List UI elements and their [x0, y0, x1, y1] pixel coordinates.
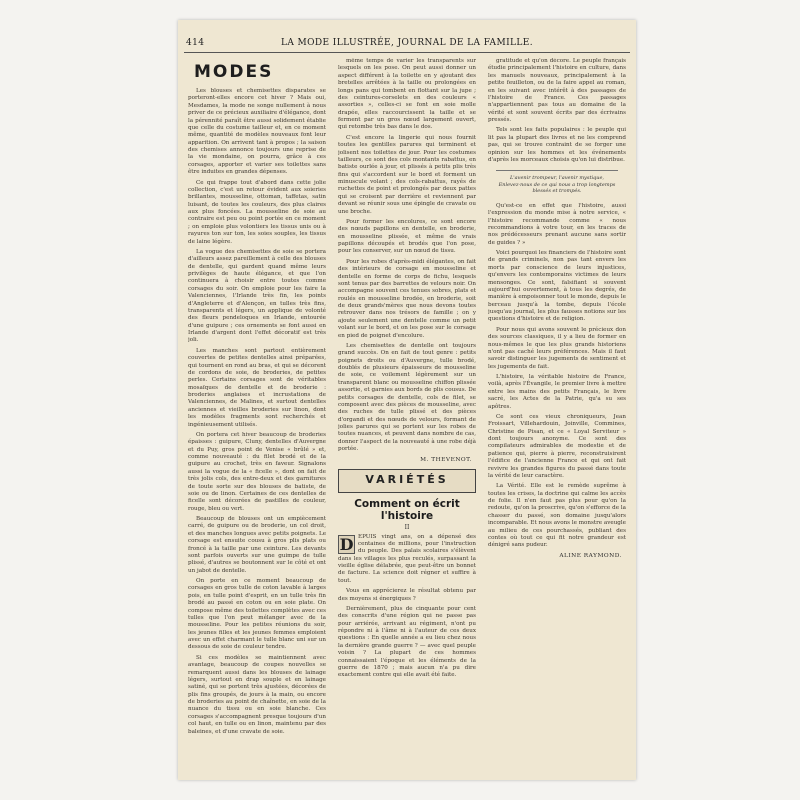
varietes-banner [338, 469, 476, 493]
paragraph: Pour les robes d'après-midi élégantes, on fait des intérieurs de corsage en mousseline et dentelle en forme de corps de fichu, lesquels sont tenus par des barrettes de velours noir. On accompagne souvent ces tenues sobres, plats et roulés en mousseline brodée, en broderie, soit de deux grands'mères que nous devons toutes retrouver dans nos trésors de famille ; on y ajoute seulement une dentelle comme un petit volant sur le bord, et on les pose sur le corsage en pied de poignet d'encolure. [338, 258, 476, 339]
quote-line: blessés et trompés. [532, 188, 582, 195]
paragraph: Ce qui frappe tout d'abord dans cette jolie collection, c'est un retour évident aux soieries brillantes, mousseline, ottoman, taffetas, satin luisant, de toutes les couleurs, des plus claires aux plus foncées. La mousseline de soie au contraire est peu ou point portée en ce moment ; on emploie plus volontiers les tissus unis ou à rayures ton sur ton, les soies souples, les tissus de laine légère. [188, 179, 326, 245]
article-title: Comment on écrit l'histoire [354, 497, 460, 522]
paragraph: Voici pourquoi les financiers de l'histoire sont de grands criminels, non pas tant envers les morts par conscience de leurs injustices, qu'envers les contemporains victimes de leurs mensonges. Ce sont, falsifiant si souvent aujourd'hui ouvertement, à tous les degrés, de manière à empoisonner tout le monde, depuis le berceau jusqu'à la tombe, depuis l'école jusqu'au journal, les plus fausses notions sur les questions d'histoire et de religion. [488, 250, 626, 323]
paragraph: Ce sont ces vieux chroniqueurs, Jean Froissart, Villehardouin, Joinville, Commines, Christine de Pisan, et ce « Loyal Serviteur » dont toujours anonyme. Ce sont des compilateurs admirables de modestie et de patience qui, pierre à pierre, reconstruisirent l'édifice de l'ancienne France et qui ont fait revivre les grandes figures du passé dans toute la vérité de leur caractère. [488, 413, 626, 479]
paragraph: Les chemisettes de dentelle ont toujours grand succès. On en fait de tout genre : petits poignets droits ou d'Auvergne, tulle brodé, doublés de plusieurs épaisseurs de mousseline de soie, ce voilement légèrement sur un transparent blanc ou mousseline chiffon plissée assortie, et garnies aux bords de plis cousus. De petits corsages de dentelle, cols de filet, se composent avec des pièces de mousseline, avec des ruches de tulle plissé et des pièces d'organdi et des nœuds de velours, formant de jolies parures qui se portent sur les robes de toutes nuances, et peuvent dans nombre de cas, donner l'aspect de la nouveauté à une robe déjà portée. [338, 342, 476, 453]
column-2 [338, 58, 476, 778]
article-continued [488, 58, 626, 164]
modes-signature: M. THEVENOT. [420, 456, 472, 463]
paragraph: Les blouses et chemisettes disparates se porteront-elles encore cet hiver ? Mais oui, Mesdames, la mode ne songe nullement à nous priver de ce précieux auxiliaire d'élégance, dont la pérennité paraît être aussi solidement établie que celle du costume tailleur et, en ce moment même, quantité de modèles nouveaux font leur apparition. On arrivent tant à propos ; la saison des chemises annonce toujours une reprise de la vie mondaine, on pourra, grâce à ces corsages, apporter et varier ses toilettes sans être induites en grandes dépenses. [188, 88, 326, 176]
article-continued-2 [488, 203, 626, 550]
article-body [338, 534, 476, 680]
page-number: 414 [186, 38, 205, 48]
column-1 [188, 58, 326, 778]
quote-line: L'avenir trompeur, l'avenir mystique, [509, 175, 605, 182]
inset-quote [496, 170, 618, 195]
article-signature: ALINE RAYMOND. [559, 552, 622, 559]
varietes-banner-text: VARIÉTÉS [365, 472, 449, 486]
page-header [184, 38, 630, 52]
modes-article-continued [338, 58, 476, 454]
paragraph: Qu'est-ce en effet que l'histoire, aussi l'expression du monde mise à notre service, « l'histoire recommande comme « nous recommandions à votre tour, en les traces de nos prédécesseurs prenant aucune sans sortir de guides ? » [488, 202, 626, 246]
paragraph: gratitude et qu'on décore. Le peuple français étudie principalement l'histoire en culture, dans les manuels nouveaux, principalement à la petite feuilleton, ou de la faire appel au roman, en les suivant avec intérêt à des passages de l'histoire de France. Ces passages n'appartiennent pas tous au domaine de la vérité et sont souvent écrits par des écrivains pressés. [488, 58, 626, 123]
modes-article-body [188, 88, 326, 736]
paragraph: C'est encore la lingerie qui nous fournit toutes les gentilles parures qui terminent et jolisent nos toilettes de jour. Pour les costumes tailleurs, ce sont des cols montants rabattus, en batiste ourlée à jour, et plissés à petits plis très fins qui s'accordent sur le bord et forment un minuscule volant ; des cols-rabattus, rayés de ruchettes de point et prolongés par deux pattes qui se croisent par derrière et reviennent par devant se réunir sous une épingle de cravate ou une broche. [338, 134, 476, 215]
article-part-number: II [404, 523, 410, 531]
article-paragraphs [338, 534, 476, 680]
paragraph: Pour nous qui avons souvent le précieux don des sources classiques, il y a lieu de former en nous-mêmes le que les plus grands historiens n'ont pas caché leurs préférences. Mais il faut savoir distinguer les jugements de sentiment et les jugements de fait. [488, 326, 626, 370]
paragraph: Si ces modèles se maintiennent avec avantage, beaucoup de coupes nouvelles se remarquent aussi dans les blouses de lainage légers, surtout en drap souple et en lainage satiné, qui se portent très ajustées, décorées de plis fins groupés, de jours à la main, ou encore de broderies au point de chaînette, en soie de la nuance du tissu ou en soie blanche. Ces corsages s'accompagnent presque toujours d'un col haut, en tulle ou en linon, maintenu par des baleines, et d'une cravate de soie. [188, 654, 326, 735]
paragraph: L'histoire, la véritable histoire de France, voilà, après l'Évangile, le premier livre à mettre entre les mains des petits Français, le livre sacré, les Actes de la Patrie, qu'a su ses apôtres. [488, 374, 626, 410]
magazine-page [178, 20, 636, 780]
column-3 [488, 58, 626, 778]
running-title: LA MODE ILLUSTRÉE, JOURNAL DE LA FAMILLE. [280, 38, 534, 48]
paragraph: Tels sont les faits populaires : le peuple qui lit pas la plupart des livres et ne les comprend pas, qui se trouve contraint de se forger une opinion sur les hommes et les événements d'après les morceaux choisis qu'on lui distribue. [488, 127, 626, 163]
paragraph: La Vérité. Elle est le remède suprême à toutes les crises, la doctrine qui calme les accès de folie. Il n'en faut pas plus pour qu'on la redoute, qu'on la proscrive, qu'on s'efforce de la chasser du passé, son domaine jusqu'alors incomparable. Et nous avons le monstre aveugle au milieu de ces pourchassés, publiant des contes où tout ce qui fit notre grandeur est dénigré sans pudeur. [488, 483, 626, 549]
quote-line: Enlevez-nous de ce qui nous a trop longtemps [498, 181, 616, 188]
paragraph: On porte en ce moment beaucoup de corsages en gros tulle de coton lavable à larges pois, en tulle point d'esprit, en un tulle très fin brodé au passé en coton ou en soie plate. On compose même des toilettes complètes avec ces tulles que l'on peut mélanger avec de la mousseline. Pour les petites réunions du soir, les jeunes filles et les jeunes femmes emploient avec un effet charmant le tulle blanc uni sur un dessous de soie de couleur tendre. [188, 578, 326, 651]
paragraph: EPUIS vingt ans, on a dépensé des centaines de millions, pour l'instruction du peuple. Des palais scolaires s'élèvent dans les villages les plus reculés, surpassant la vieille église délabrée, que peut-être un bonnet de facture. La science doit régner et suffire à tout. [338, 533, 476, 584]
paragraph: Dernièrement, plus de cinquante pour cent des conscrits d'une région qui ne passe pas pour arriérée, arrivant au régiment, n'ont pu répondre ni à l'âme ni à l'auteur de ces deux questions : En quelle année a eu lieu chez nous la dernière grande guerre ? — avec quel peuple voisin ? La plupart de ces hommes connaissaient l'époque et les éléments de la guerre de 1870 ; mais aucun n'a pu dire exactement contre qui elle avait été faite. [338, 605, 476, 679]
paragraph: Pour former les encolures, ce sont encore des nœuds papillons en dentelle, en broderie, en mousseline plissée, et même de vrais papillons découpés et brodés que l'on pose, pour les conserver, sur un nœud de tissu. [338, 218, 476, 255]
paragraph: La vogue des chemisettes de soie se portera d'ailleurs assez pareillement à celle des blouses de dentelle, qui gardent quand même leurs privilèges de haute élégance, et que l'on continuera à choisir entre toutes comme corsages du soir. On emploie pour les faire la Valenciennes, l'Irlande très fin, les points d'Angleterre et d'Alençon, en tulles très fins, transparents et légers, un applique de volonté des fleurs pendeloques en Irlande, entourée d'une guipure ; ces ornements se font aussi en Irlande d'argent dont l'effet décoratif est très joli. [188, 248, 326, 344]
section-title-modes: MODES [194, 62, 274, 82]
paragraph: On portera cet hiver beaucoup de broderies épaisses : guipure, Cluny, dentelles d'Auvergne et du Puy, gros point de Venise « brûlé » et, comme nouveauté : du filet brodé et de la guipure au crochet, très en faveur. Signalons aussi la vogue de la « ficelle », dont on fait de très jolis cols, des entre-deux et des garnitures de toute sorte sur des blouses de batiste, de soie ou de linon. Certaines de ces dentelles de ficelle sont décorées de pastilles de couleur, rouge, bleu ou vert. [188, 431, 326, 512]
paragraph: même temps de varier les transparents sur lesquels on les pose. On peut aussi donner un aspect différent à la toilette en y ajoutant des bretelles arrêtées à la taille ou prolongées en longs pans qui tombent en flottant sur la jupe ; des ceintures-corselets en des couleurs « assorties », celles-ci se font en soie molle drapée, elles raccourcissent la taille et se ferment par un gros nœud largement ouvert, qui retombe très bas dans le dos. [338, 58, 476, 131]
paragraph: Les manches sont partout entièrement couvertes de petites dentelles ainsi préparées, qui tournent en rond au bras, et qui se décorent de cordons de soie, de broderies, de petites perles. Certains corsages sont de véritables mosaïques de dentelle et de broderie : broderies anglaises et incrustations de Valenciennes, de Malines, et surtout dentelles anciennes et vieilles broderies sur linon, dont les modèles fragments sont recherchés et ingénieusement utilisés. [188, 347, 326, 428]
header-rule [184, 52, 630, 53]
paragraph: Vous en apprécierez le résultat obtenu par des moyens si énergiques ? [338, 588, 476, 602]
drop-cap: D [339, 534, 354, 554]
paragraph: Beaucoup de blouses ont un empiècement carré, de guipure ou de broderie, un col droit, et des manches longues avec petits poignets. Le corsage est ensuite cousu à gros plis plats ou froncé à la taille par une ceinture. Les devants sont parfois ouverts sur une guimpe de tulle plissé, d'autres se boutonnent sur le côté et ont un jabot de dentelle. [188, 516, 326, 574]
